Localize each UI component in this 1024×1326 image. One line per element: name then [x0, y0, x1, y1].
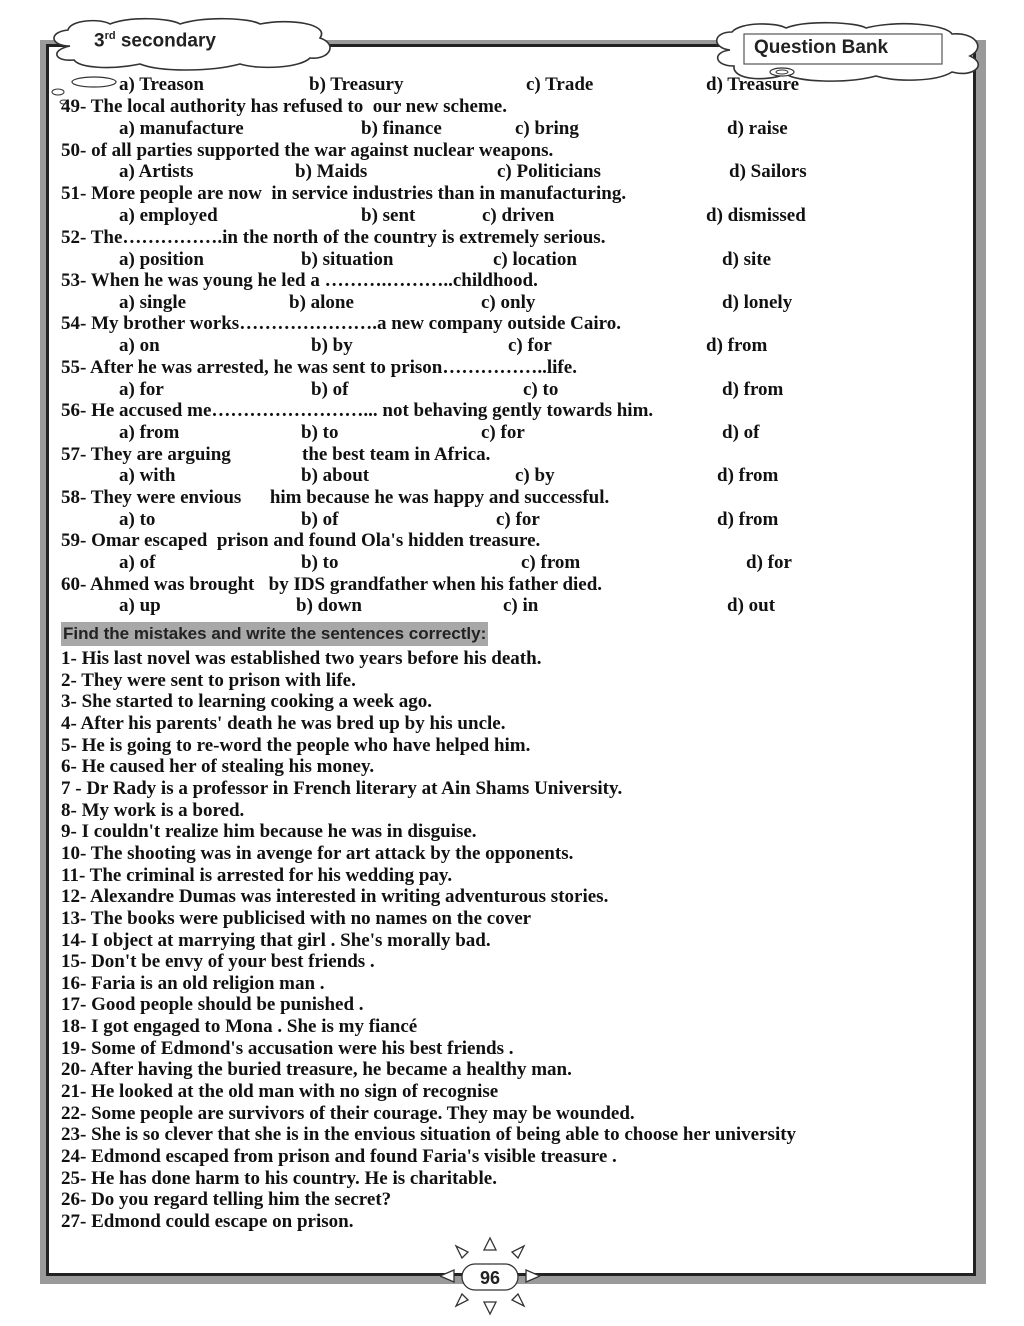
option-row [119, 509, 779, 531]
mistake-item: 8- My work is a bored. [61, 800, 245, 821]
mistake-item: 7 - Dr Rady is a professor in French literary at Ain Shams University. [61, 778, 623, 799]
option-a: a) single [119, 292, 187, 313]
option-b: b) to [301, 552, 339, 573]
option-c: c) bring [515, 118, 579, 139]
option-d: d) from [722, 379, 784, 400]
option-c: c) from [521, 552, 581, 573]
option-d: d) dismissed [706, 205, 806, 226]
option-d: d) Sailors [729, 161, 807, 182]
option-d: d) for [746, 552, 792, 573]
option-a: a) with [119, 465, 176, 486]
option-b: b) of [301, 509, 339, 530]
mistake-item: 12- Alexandre Dumas was interested in writing adventurous stories. [61, 886, 609, 907]
option-a: a) to [119, 509, 156, 530]
option-row [119, 292, 793, 314]
mistake-item: 2- They were sent to prison with life. [61, 670, 356, 691]
mistake-item: 22- Some people are survivors of their courage. They may be wounded. [61, 1103, 635, 1124]
mistake-item: 25- He has done harm to his country. He is charitable. [61, 1168, 497, 1189]
section-title: Find the mistakes and write the sentences correctly: [61, 622, 488, 646]
option-c: c) for [481, 422, 525, 443]
mistake-item: 5- He is going to re-word the people who have helped him. [61, 735, 531, 756]
mistake-item: 16- Faria is an old religion man . [61, 973, 325, 994]
question-stem: 52- The…………….in the north of the country is extremely serious. [61, 227, 606, 248]
option-b: b) Maids [295, 161, 368, 182]
option-c: c) driven [482, 205, 555, 226]
option-a: a) on [119, 335, 160, 356]
grade-label: 3rd secondary [94, 30, 216, 52]
option-row [119, 161, 807, 183]
question-stem: 60- Ahmed was brought by IDS grandfather when his father died. [61, 574, 603, 595]
question-stem: 50- of all parties supported the war against nuclear weapons. [61, 140, 554, 161]
option-row [119, 422, 760, 444]
question-stem: 54- My brother works………………….a new company outside Cairo. [61, 313, 621, 334]
option-row [119, 205, 806, 227]
option-a: a) position [119, 249, 204, 270]
option-d: d) from [706, 335, 768, 356]
option-c: c) by [515, 465, 555, 486]
option-d: d) from [717, 465, 779, 486]
option-row [119, 379, 784, 401]
option-b: b) to [301, 422, 339, 443]
option-d: d) of [722, 422, 760, 443]
option-b: b) Treasury [309, 74, 404, 95]
mistake-item: 19- Some of Edmond's accusation were his best friends . [61, 1038, 514, 1059]
option-a: a) for [119, 379, 164, 400]
mistake-item: 17- Good people should be punished . [61, 994, 364, 1015]
mistake-item: 24- Edmond escaped from prison and found Faria's visible treasure . [61, 1146, 617, 1167]
question-stem: 55- After he was arrested, he was sent to prison……………..life. [61, 357, 577, 378]
option-row [119, 465, 779, 487]
option-d: d) lonely [722, 292, 793, 313]
mistake-item: 4- After his parents' death he was bred up by his uncle. [61, 713, 506, 734]
option-c: c) only [481, 292, 536, 313]
question-stem: 49- The local authority has refused to our new scheme. [61, 96, 507, 117]
option-d: d) from [717, 509, 779, 530]
option-d: d) out [727, 595, 776, 616]
option-row [119, 335, 768, 357]
option-b: b) sent [361, 205, 416, 226]
option-c: c) location [493, 249, 577, 270]
option-d: d) site [722, 249, 772, 270]
mistake-item: 13- The books were publicised with no names on the cover [61, 908, 532, 929]
option-row [119, 249, 772, 271]
question-stem: 57- They are arguing the best team in Africa. [61, 444, 491, 465]
option-a: a) from [119, 422, 180, 443]
mistake-item: 21- He looked at the old man with no sign of recognise [61, 1081, 499, 1102]
option-row [119, 74, 800, 96]
option-c: c) to [523, 379, 559, 400]
option-row [119, 118, 788, 140]
option-a: a) up [119, 595, 161, 616]
mistake-item: 3- She started to learning cooking a week ago. [61, 691, 433, 712]
mistake-item: 11- The criminal is arrested for his wedding pay. [61, 865, 453, 886]
option-c: c) for [496, 509, 540, 530]
question-stem: 58- They were envious him because he was happy and successful. [61, 487, 610, 508]
mistake-item: 10- The shooting was in avenge for art attack by the opponents. [61, 843, 574, 864]
option-a: a) Treason [119, 74, 204, 95]
question-stem: 53- When he was young he led a ……….………..childhood. [61, 270, 538, 291]
option-b: b) about [301, 465, 370, 486]
option-d: d) raise [727, 118, 788, 139]
mistake-item: 26- Do you regard telling him the secret? [61, 1189, 392, 1210]
option-a: a) Artists [119, 161, 194, 182]
option-d: d) Treasure [706, 74, 800, 95]
question-stem: 56- He accused me……………………... not behaving gently towards him. [61, 400, 654, 421]
option-a: a) employed [119, 205, 218, 226]
mistake-item: 23- She is so clever that she is in the envious situation of being able to choose her university [61, 1124, 797, 1145]
mistake-item: 18- I got engaged to Mona . She is my fiancé [61, 1016, 418, 1037]
option-b: b) of [311, 379, 349, 400]
option-c: c) in [503, 595, 539, 616]
page-number: 96 [479, 1268, 501, 1288]
option-c: c) Trade [526, 74, 594, 95]
mistake-item: 27- Edmond could escape on prison. [61, 1211, 354, 1232]
option-c: c) Politicians [497, 161, 601, 182]
option-b: b) finance [361, 118, 442, 139]
option-b: b) situation [301, 249, 394, 270]
option-row [119, 552, 792, 574]
mistake-item: 9- I couldn't realize him because he was in disguise. [61, 821, 477, 842]
question-stem: 59- Omar escaped prison and found Ola's hidden treasure. [61, 530, 541, 551]
option-a: a) manufacture [119, 118, 244, 139]
option-c: c) for [508, 335, 552, 356]
mistake-item: 6- He caused her of stealing his money. [61, 756, 375, 777]
question-stem: 51- More people are now in service industries than in manufacturing. [61, 183, 627, 204]
mistake-item: 1- His last novel was established two years before his death. [61, 648, 542, 669]
option-b: b) down [296, 595, 362, 616]
option-row [119, 595, 776, 617]
mistake-item: 15- Don't be envy of your best friends . [61, 951, 375, 972]
mistake-item: 20- After having the buried treasure, he became a healthy man. [61, 1059, 572, 1080]
document-title: Question Bank [754, 37, 889, 58]
mistake-item: 14- I object at marrying that girl . She's morally bad. [61, 930, 491, 951]
option-b: b) by [311, 335, 353, 356]
option-a: a) of [119, 552, 156, 573]
option-b: b) alone [289, 292, 354, 313]
